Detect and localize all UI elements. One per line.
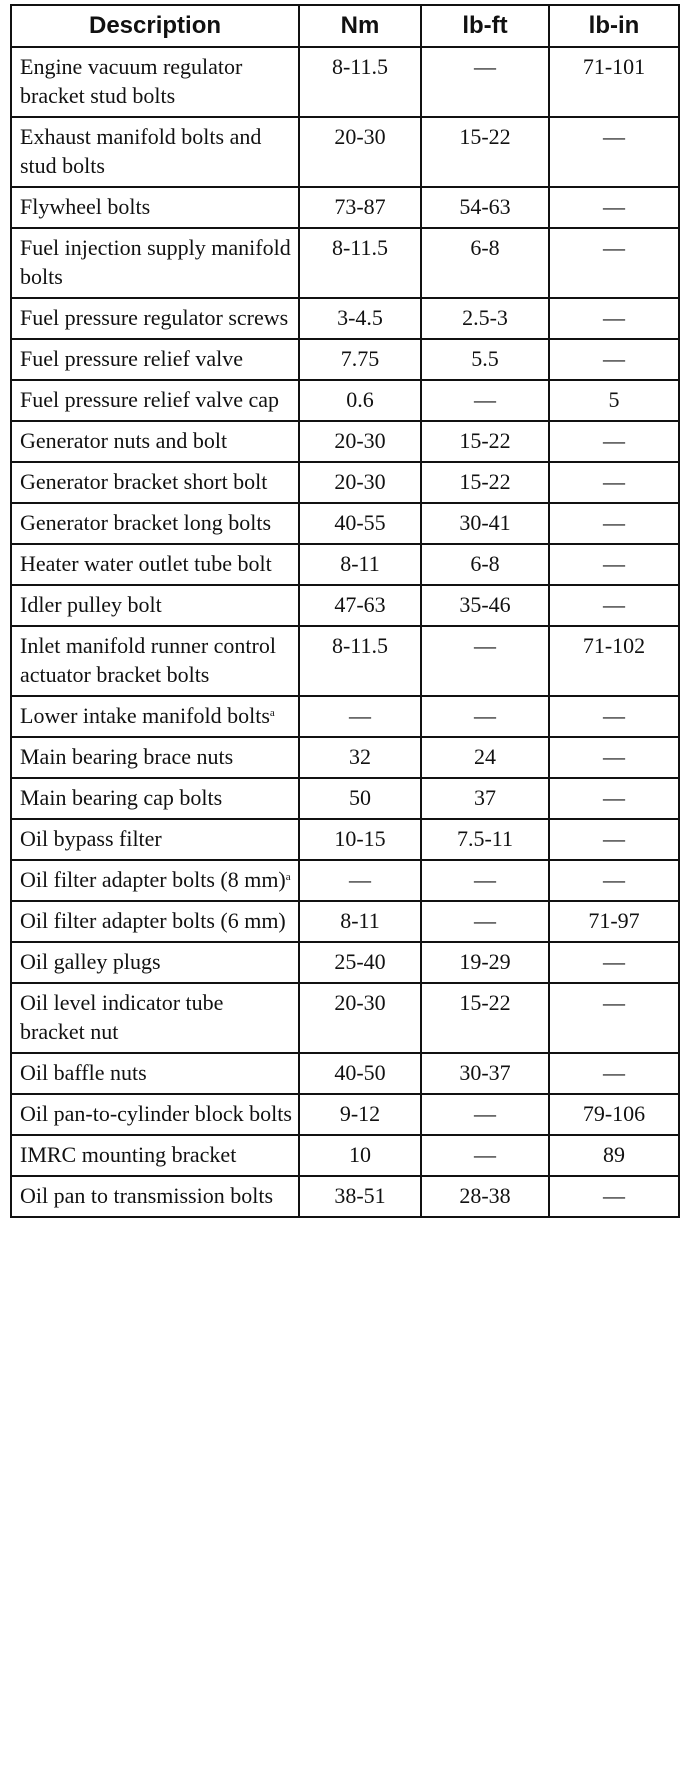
description-text: Oil pan-to-cylinder block bolts xyxy=(20,1101,292,1126)
description-text: Main bearing cap bolts xyxy=(20,785,223,810)
nm-cell: 73-87 xyxy=(299,187,421,228)
description-cell xyxy=(11,585,299,626)
description-cell xyxy=(11,778,299,819)
table-row xyxy=(11,1094,679,1135)
description-text: IMRC mounting bracket xyxy=(20,1142,237,1167)
table-header xyxy=(11,5,679,47)
nm-cell: 20-30 xyxy=(299,983,421,1053)
description-cell xyxy=(11,696,299,737)
column-header-nm: Nm xyxy=(299,5,421,47)
lbft-cell: — xyxy=(421,901,549,942)
lbin-cell: 89 xyxy=(549,1135,679,1176)
nm-cell: 9-12 xyxy=(299,1094,421,1135)
lbft-cell: — xyxy=(421,1094,549,1135)
table-row xyxy=(11,585,679,626)
lbft-cell: 15-22 xyxy=(421,421,549,462)
table-body xyxy=(11,47,679,1217)
nm-cell: 8-11 xyxy=(299,544,421,585)
lbft-cell: 7.5-11 xyxy=(421,819,549,860)
lbin-cell: — xyxy=(549,1176,679,1217)
description-cell xyxy=(11,339,299,380)
description-text: Oil pan to transmission bolts xyxy=(20,1183,273,1208)
description-text: Oil filter adapter bolts (6 mm) xyxy=(20,908,286,933)
lbin-cell: — xyxy=(549,1053,679,1094)
lbft-cell: 5.5 xyxy=(421,339,549,380)
table-row xyxy=(11,339,679,380)
description-cell xyxy=(11,1176,299,1217)
lbft-cell: — xyxy=(421,47,549,117)
description-cell xyxy=(11,462,299,503)
table-row xyxy=(11,819,679,860)
description-text: Main bearing brace nuts xyxy=(20,744,234,769)
nm-cell: 32 xyxy=(299,737,421,778)
lbin-cell: 79-106 xyxy=(549,1094,679,1135)
description-text: Idler pulley bolt xyxy=(20,592,162,617)
lbin-cell: — xyxy=(549,585,679,626)
lbin-cell: — xyxy=(549,462,679,503)
description-cell xyxy=(11,187,299,228)
nm-cell: — xyxy=(299,860,421,901)
nm-cell: 7.75 xyxy=(299,339,421,380)
nm-cell: 38-51 xyxy=(299,1176,421,1217)
torque-spec-table xyxy=(10,4,680,1218)
description-cell xyxy=(11,503,299,544)
nm-cell: 8-11.5 xyxy=(299,626,421,696)
table-row xyxy=(11,942,679,983)
table-row xyxy=(11,696,679,737)
nm-cell: 40-55 xyxy=(299,503,421,544)
description-text: Oil filter adapter bolts (8 mm) xyxy=(20,867,286,892)
nm-cell: 10-15 xyxy=(299,819,421,860)
nm-cell: 20-30 xyxy=(299,117,421,187)
description-text: Fuel injection supply manifold bolts xyxy=(20,235,291,289)
description-cell xyxy=(11,983,299,1053)
lbft-cell: 15-22 xyxy=(421,462,549,503)
lbft-cell: 54-63 xyxy=(421,187,549,228)
description-text: Engine vacuum regulator bracket stud bolts xyxy=(20,54,243,108)
nm-cell: 20-30 xyxy=(299,421,421,462)
lbft-cell: 24 xyxy=(421,737,549,778)
lbin-cell: — xyxy=(549,544,679,585)
lbin-cell: 5 xyxy=(549,380,679,421)
lbin-cell: — xyxy=(549,737,679,778)
lbin-cell: — xyxy=(549,778,679,819)
nm-cell: 50 xyxy=(299,778,421,819)
description-text: Fuel pressure relief valve cap xyxy=(20,387,279,412)
lbin-cell: — xyxy=(549,298,679,339)
lbin-cell: — xyxy=(549,187,679,228)
lbin-cell: 71-101 xyxy=(549,47,679,117)
description-cell xyxy=(11,544,299,585)
description-cell xyxy=(11,626,299,696)
description-text: Inlet manifold runner control actuator bracket bolts xyxy=(20,633,276,687)
lbin-cell: — xyxy=(549,503,679,544)
lbft-cell: 28-38 xyxy=(421,1176,549,1217)
lbin-cell: — xyxy=(549,696,679,737)
table-row xyxy=(11,1135,679,1176)
description-text: Heater water outlet tube bolt xyxy=(20,551,272,576)
description-cell xyxy=(11,117,299,187)
description-cell xyxy=(11,942,299,983)
description-cell xyxy=(11,228,299,298)
lbft-cell: 35-46 xyxy=(421,585,549,626)
lbft-cell: — xyxy=(421,380,549,421)
description-text: Flywheel bolts xyxy=(20,194,151,219)
description-cell xyxy=(11,298,299,339)
description-cell xyxy=(11,860,299,901)
footnote-marker: a xyxy=(285,871,291,883)
nm-cell: 8-11.5 xyxy=(299,228,421,298)
lbft-cell: 15-22 xyxy=(421,983,549,1053)
description-text: Fuel pressure regulator screws xyxy=(20,305,289,330)
lbft-cell: 37 xyxy=(421,778,549,819)
table-row xyxy=(11,626,679,696)
table-row xyxy=(11,380,679,421)
lbft-cell: 2.5-3 xyxy=(421,298,549,339)
lbft-cell: 6-8 xyxy=(421,544,549,585)
nm-cell: 47-63 xyxy=(299,585,421,626)
table-row xyxy=(11,778,679,819)
header-row xyxy=(11,5,679,47)
lbin-cell: — xyxy=(549,819,679,860)
lbft-cell: — xyxy=(421,860,549,901)
nm-cell: 3-4.5 xyxy=(299,298,421,339)
description-text: Oil galley plugs xyxy=(20,949,161,974)
lbft-cell: — xyxy=(421,696,549,737)
description-text: Oil bypass filter xyxy=(20,826,162,851)
table-row xyxy=(11,1053,679,1094)
description-text: Oil level indicator tube bracket nut xyxy=(20,990,224,1044)
lbin-cell: — xyxy=(549,860,679,901)
table-row xyxy=(11,47,679,117)
lbft-cell: — xyxy=(421,626,549,696)
description-cell xyxy=(11,901,299,942)
lbin-cell: — xyxy=(549,942,679,983)
description-cell xyxy=(11,47,299,117)
table-row xyxy=(11,462,679,503)
description-text: Oil baffle nuts xyxy=(20,1060,147,1085)
column-header-description: Description xyxy=(11,5,299,47)
lbin-cell: 71-102 xyxy=(549,626,679,696)
table-row xyxy=(11,901,679,942)
description-text: Fuel pressure relief valve xyxy=(20,346,243,371)
lbft-cell: 30-37 xyxy=(421,1053,549,1094)
table-row xyxy=(11,298,679,339)
description-cell xyxy=(11,1053,299,1094)
nm-cell: 0.6 xyxy=(299,380,421,421)
table-row xyxy=(11,421,679,462)
description-text: Generator bracket short bolt xyxy=(20,469,268,494)
lbft-cell: 6-8 xyxy=(421,228,549,298)
nm-cell: 20-30 xyxy=(299,462,421,503)
description-text: Lower intake manifold bolts xyxy=(20,703,270,728)
nm-cell: 8-11 xyxy=(299,901,421,942)
nm-cell: — xyxy=(299,696,421,737)
table-row xyxy=(11,1176,679,1217)
lbft-cell: 15-22 xyxy=(421,117,549,187)
lbft-cell: 19-29 xyxy=(421,942,549,983)
description-cell xyxy=(11,421,299,462)
description-cell xyxy=(11,819,299,860)
table-row xyxy=(11,737,679,778)
lbin-cell: — xyxy=(549,339,679,380)
description-text: Generator bracket long bolts xyxy=(20,510,272,535)
lbin-cell: — xyxy=(549,117,679,187)
column-header-lbin: lb-in xyxy=(549,5,679,47)
column-header-lbft: lb-ft xyxy=(421,5,549,47)
lbft-cell: — xyxy=(421,1135,549,1176)
table-row xyxy=(11,228,679,298)
description-cell xyxy=(11,380,299,421)
table-row xyxy=(11,544,679,585)
description-cell xyxy=(11,1135,299,1176)
lbin-cell: 71-97 xyxy=(549,901,679,942)
lbin-cell: — xyxy=(549,421,679,462)
nm-cell: 10 xyxy=(299,1135,421,1176)
description-text: Exhaust manifold bolts and stud bolts xyxy=(20,124,262,178)
description-text: Generator nuts and bolt xyxy=(20,428,228,453)
nm-cell: 25-40 xyxy=(299,942,421,983)
description-cell xyxy=(11,1094,299,1135)
table-row xyxy=(11,860,679,901)
table-row xyxy=(11,187,679,228)
lbft-cell: 30-41 xyxy=(421,503,549,544)
footnote-marker: a xyxy=(269,707,275,719)
description-cell xyxy=(11,737,299,778)
nm-cell: 8-11.5 xyxy=(299,47,421,117)
lbin-cell: — xyxy=(549,983,679,1053)
table-row xyxy=(11,983,679,1053)
table-row xyxy=(11,503,679,544)
nm-cell: 40-50 xyxy=(299,1053,421,1094)
lbin-cell: — xyxy=(549,228,679,298)
table-row xyxy=(11,117,679,187)
